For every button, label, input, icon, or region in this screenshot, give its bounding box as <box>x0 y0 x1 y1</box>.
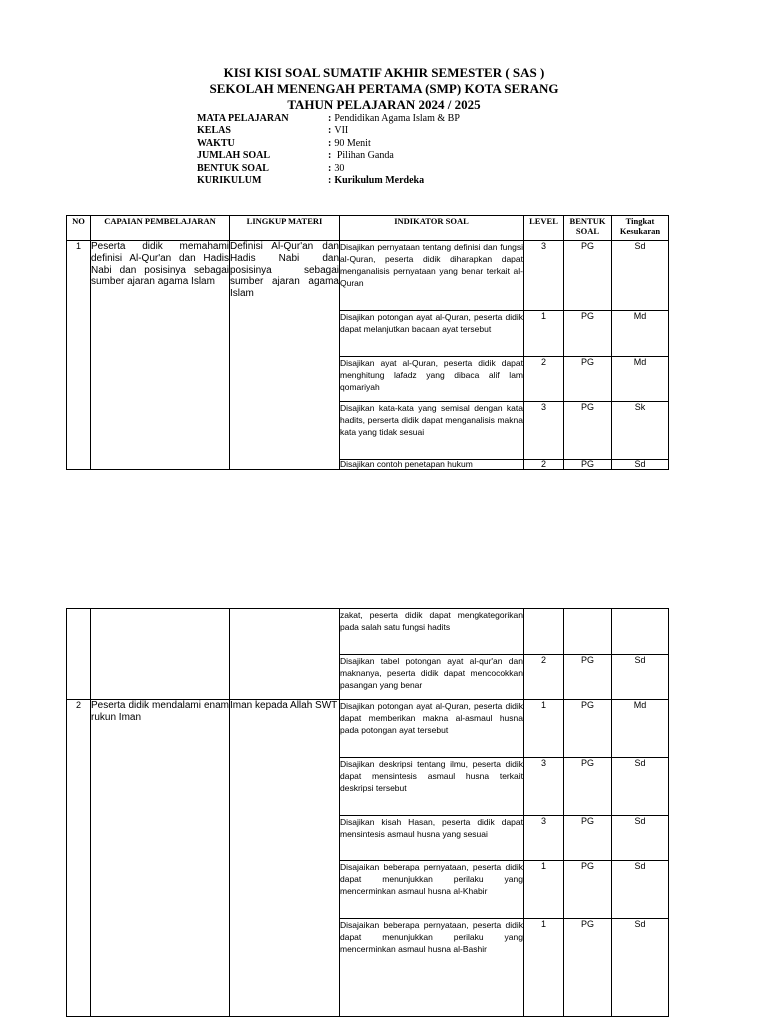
meta-separator: : <box>328 162 332 174</box>
capaian-cell: Peserta didik mendalami enam rukun Iman <box>91 700 230 1017</box>
tingkat-cell: Sk <box>612 402 669 460</box>
indikator-cell: Disajikan pernyataan tentang definisi dan fungsi al-Quran, peserta didik diharapkan dapat menganalisis pernyataan yang benar terkait al-Quran <box>340 241 524 311</box>
meta-label: WAKTU <box>197 137 235 149</box>
bentuk-cell <box>564 609 612 655</box>
table-row <box>67 241 669 311</box>
meta-separator: : <box>328 150 332 162</box>
tingkat-cell: Md <box>612 357 669 402</box>
level-cell <box>524 609 564 655</box>
indikator-cell: Disajikan ayat al-Quran, peserta didik dapat menghitung lafadz yang dibaca alif lam qomariyah <box>340 357 524 402</box>
bentuk-cell: PG <box>564 919 612 1017</box>
meta-row-question-form <box>197 163 460 175</box>
academic-year: TAHUN PELAJARAN 2024 / 2025 <box>287 97 481 112</box>
indikator-cell: zakat, peserta didik dapat mengkategorikan pada salah satu fungsi hadits <box>340 609 524 655</box>
col-header-lm: LINGKUP MATERI <box>230 216 340 241</box>
tingkat-cell: Sd <box>612 655 669 700</box>
bentuk-cell: PG <box>564 758 612 816</box>
col-header-no: NO <box>67 216 91 241</box>
level-cell: 3 <box>524 402 564 460</box>
tingkat-cell: Md <box>612 700 669 758</box>
level-cell: 3 <box>524 758 564 816</box>
meta-value: 90 Menit <box>334 137 371 149</box>
meta-label: BENTUK SOAL <box>197 162 269 174</box>
document-title: KISI KISI SOAL SUMATIF AKHIR SEMESTER ( SAS ) <box>223 65 545 80</box>
tingkat-cell: Sd <box>612 241 669 311</box>
meta-row-time <box>197 138 460 150</box>
indikator-cell: Disajikan kata-kata yang semisal dengan kata hadits, perserta didik dapat menganalisis makna kata yang tidak sesuai <box>340 402 524 460</box>
indikator-cell: Disajikan kisah Hasan, peserta didik dapat mensintesis asmaul husna yang sesuai <box>340 816 524 861</box>
col-header-cp: CAPAIAN PEMBELAJARAN <box>91 216 230 241</box>
meta-label: KELAS <box>197 125 231 137</box>
meta-row-curriculum <box>197 175 460 187</box>
meta-row-subject <box>197 113 460 125</box>
level-cell: 1 <box>524 700 564 758</box>
meta-separator: : <box>328 125 332 137</box>
capaian-cell-empty <box>91 609 230 700</box>
meta-value: Kurikulum Merdeka <box>334 175 425 187</box>
meta-value: 30 <box>334 162 345 174</box>
table-row <box>67 700 669 758</box>
indikator-cell: Disajaikan beberapa pernyataan, peserta didik dapat menunjukkan perilaku yang mencerminkan asmaul husna al-Khabir <box>340 861 524 919</box>
lingkup-cell: Iman kepada Allah SWT <box>230 700 340 1017</box>
bentuk-cell: PG <box>564 357 612 402</box>
indikator-cell: Disajikan potongan ayat al-Quran, peserta didik dapat memberikan makna al-asmaul husna pada potongan ayat tersebut <box>340 700 524 758</box>
meta-label: MATA PELAJARAN <box>197 113 289 124</box>
tingkat-cell: Sd <box>612 861 669 919</box>
tingkat-cell: Sd <box>612 758 669 816</box>
indikator-cell <box>340 460 524 470</box>
tingkat-cell <box>612 609 669 655</box>
blueprint-table-page2 <box>66 608 669 1017</box>
indikator-cell: Disajikan deskripsi tentang ilmu, peserta didik dapat mensintesis asmaul husna terkait deskripsi tersebut <box>340 758 524 816</box>
school-name: SEKOLAH MENENGAH PERTAMA (SMP) KOTA SERANG <box>209 81 559 96</box>
row-number: 1 <box>67 241 91 470</box>
meta-value: Pilihan Ganda <box>334 150 394 162</box>
level-cell: 2 <box>524 655 564 700</box>
level-cell: 2 <box>524 357 564 402</box>
level-cell: 1 <box>524 861 564 919</box>
table-header-row <box>67 216 669 241</box>
bentuk-cell: PG <box>564 861 612 919</box>
lingkup-cell-empty <box>230 609 340 700</box>
blueprint-table-page1 <box>66 215 669 470</box>
indikator-cell: Disajikan potongan ayat al-Quran, peserta didik dapat melanjutkan bacaan ayat tersebut <box>340 311 524 357</box>
bentuk-cell: PG <box>564 241 612 311</box>
meta-separator: : <box>328 113 332 124</box>
tingkat-cell: Sd <box>612 816 669 861</box>
indikator-cell: Disajaikan beberapa pernyataan, peserta didik dapat menunjukkan perilaku yang mencerminkan asmaul husna al-Bashir <box>340 919 524 1017</box>
bentuk-cell: PG <box>564 311 612 357</box>
meta-value: VII <box>334 125 349 137</box>
table-row <box>67 609 669 655</box>
meta-separator: : <box>328 175 332 187</box>
meta-info <box>197 113 460 187</box>
tingkat-cell: Md <box>612 311 669 357</box>
capaian-cell: Peserta didik memahami definisi Al-Qur'an dan Hadis Nabi dan posisinya sebagai sumber ajaran agama Islam <box>91 241 230 470</box>
meta-value: Pendidikan Agama Islam & BP <box>334 113 460 124</box>
col-header-level: LEVEL <box>524 216 564 241</box>
lingkup-cell: Definisi Al-Qur'an dan Hadis Nabi dan posisinya sebagai sumber ajaran agama Islam <box>230 241 340 470</box>
row-number: 2 <box>67 700 91 1017</box>
meta-separator: : <box>328 137 332 149</box>
meta-label: KURIKULUM <box>197 175 262 187</box>
indikator-text: Disajikan contoh penetapan hukum <box>340 460 473 469</box>
tingkat-cell: Sd <box>612 919 669 1017</box>
bentuk-cell: PG <box>564 816 612 861</box>
level-cell: 3 <box>524 241 564 311</box>
tingkat-cell: Sd <box>612 460 669 470</box>
meta-label: JUMLAH SOAL <box>197 150 271 162</box>
bentuk-cell: PG <box>564 460 612 470</box>
row-number-empty <box>67 609 91 700</box>
level-cell: 1 <box>524 919 564 1017</box>
bentuk-cell: PG <box>564 655 612 700</box>
level-cell: 2 <box>524 460 564 470</box>
bentuk-cell: PG <box>564 402 612 460</box>
bentuk-cell: PG <box>564 700 612 758</box>
col-header-bentuk: BENTUK SOAL <box>564 216 612 241</box>
meta-row-class <box>197 125 460 137</box>
col-header-tingkat: Tingkat Kesukaran <box>612 216 669 241</box>
indikator-cell: Disajikan tabel potongan ayat al-qur'an dan maknanya, peserta didik dapat mencocokkan pasangan yang benar <box>340 655 524 700</box>
col-header-indikator: INDIKATOR SOAL <box>340 216 524 241</box>
level-cell: 3 <box>524 816 564 861</box>
level-cell: 1 <box>524 311 564 357</box>
meta-row-question-count <box>197 150 460 162</box>
